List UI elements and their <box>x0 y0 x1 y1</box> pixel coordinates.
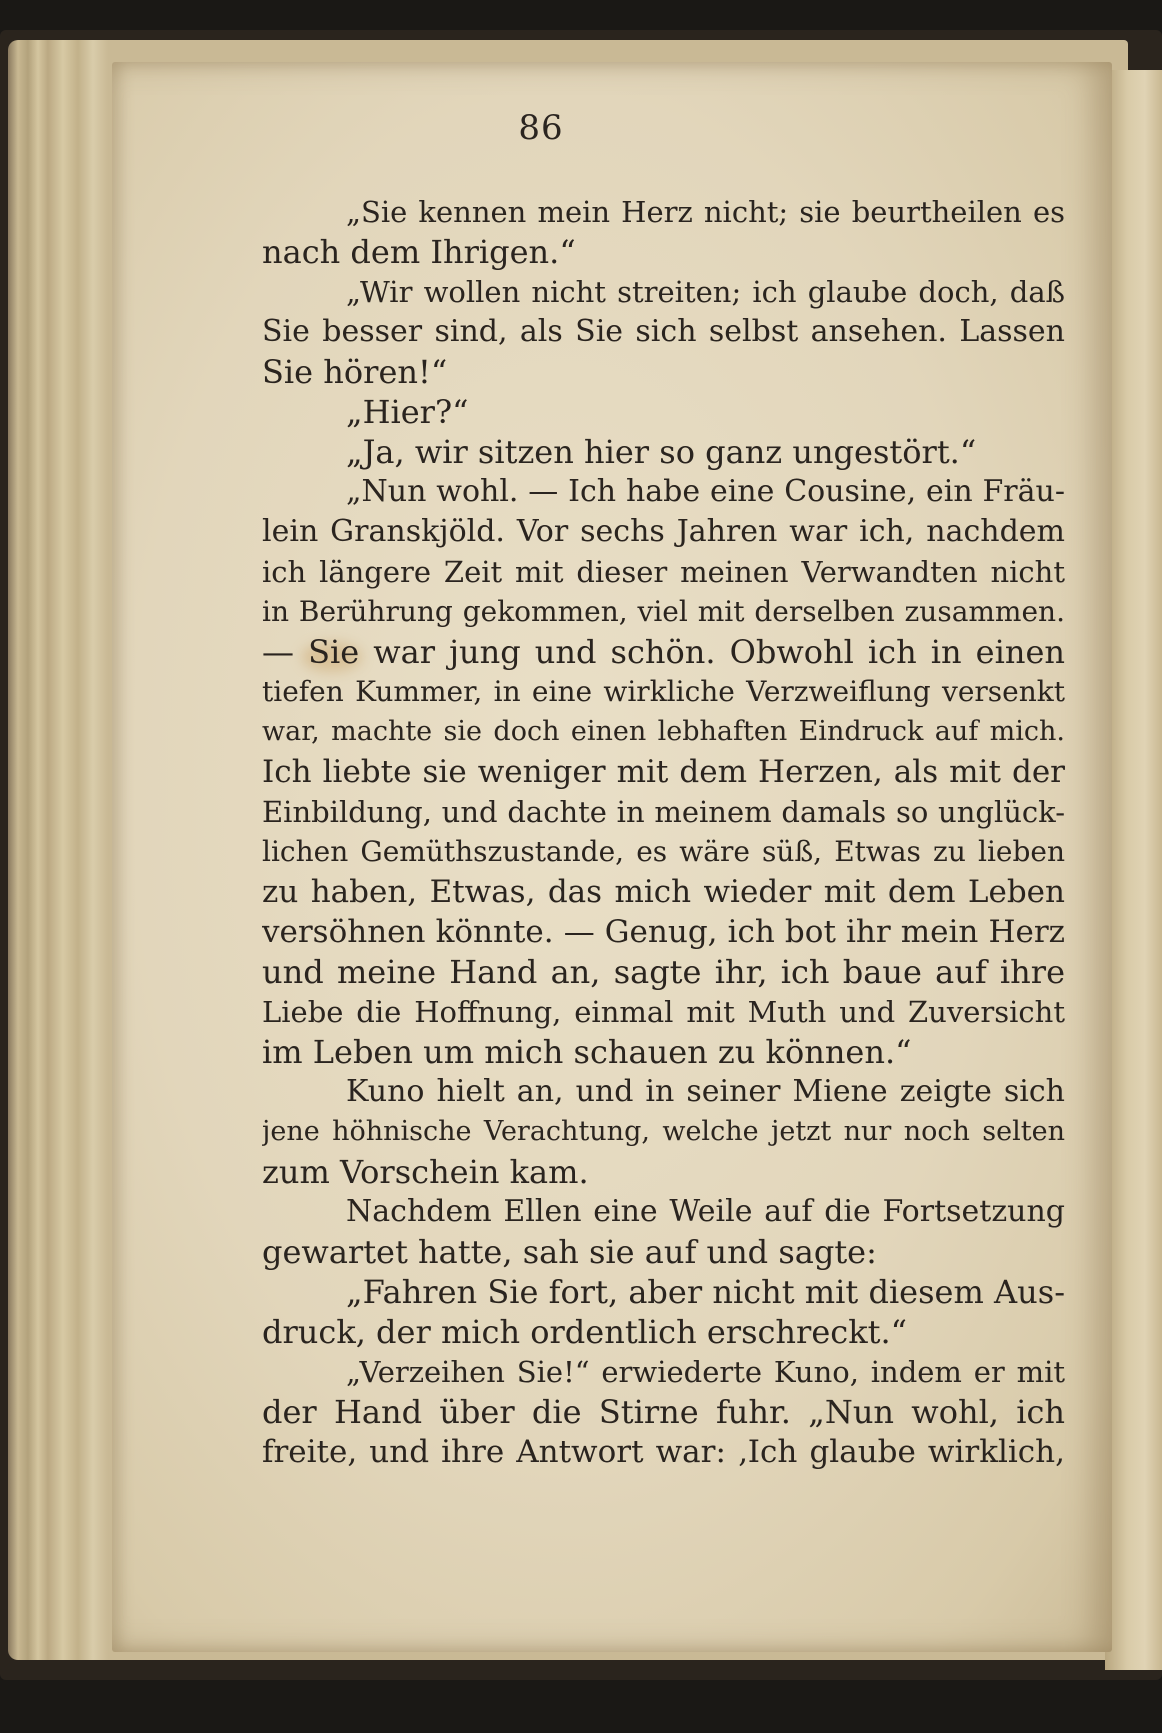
text-line: tiefen Kummer, in eine wirkliche Verzweiflung versenkt <box>262 675 1065 708</box>
text-line: gewartet hatte, sah sie auf und sagte: <box>262 1233 877 1271</box>
text-line: lein Granskjöld. Vor sechs Jahren war ich, nachdem <box>262 514 1065 549</box>
text-line: versöhnen könnte. — Genug, ich bot ihr mein Herz <box>262 914 1065 950</box>
facing-page-edge <box>1105 70 1162 1670</box>
text-line: war, machte sie doch einen lebhaften Eindruck auf mich. <box>262 716 1065 747</box>
text-line: nach dem Ihrigen.“ <box>262 233 576 271</box>
text-line: „Hier?“ <box>346 393 469 431</box>
text-line: zu haben, Etwas, das mich wieder mit dem Leben <box>262 874 1065 910</box>
text-line: jene höhnische Verachtung, welche jetzt nur noch selten <box>262 1116 1065 1147</box>
text-line: „Ja, wir sitzen hier so ganz ungestört.“ <box>346 433 977 471</box>
text-line: Sie hören!“ <box>262 353 448 391</box>
text-line: druck, der mich ordentlich erschreckt.“ <box>262 1313 907 1351</box>
text-line: „Sie kennen mein Herz nicht; sie beurtheilen es <box>346 195 1065 229</box>
text-line: Sie besser sind, als Sie sich selbst ansehen. Lassen <box>262 314 1065 349</box>
text-line: der Hand über die Stirne fuhr. „Nun wohl, ich <box>262 1393 1065 1431</box>
text-line: Kuno hielt an, und in seiner Miene zeigte sich <box>346 1074 1065 1109</box>
text-line: Ich liebte sie weniger mit dem Herzen, als mit der <box>262 754 1065 790</box>
text-line: lichen Gemüthszustande, es wäre süß, Etwas zu lieben <box>262 835 1065 868</box>
text-line: ich längere Zeit mit dieser meinen Verwandten nicht <box>262 555 1065 589</box>
text-line: Nachdem Ellen eine Weile auf die Fortsetzung <box>346 1194 1065 1229</box>
text-line: zum Vorschein kam. <box>262 1153 589 1191</box>
text-line: Einbildung, und dachte in meinem damals so unglück- <box>262 795 1065 829</box>
text-line: — Sie war jung und schön. Obwohl ich in einen <box>262 633 1065 671</box>
text-line: „Wir wollen nicht streiten; ich glaube doch, daß <box>346 275 1065 309</box>
text-line: im Leben um mich schauen zu können.“ <box>262 1033 912 1071</box>
text-line: „Nun wohl. — Ich habe eine Cousine, ein Fräu- <box>346 474 1065 509</box>
text-line: und meine Hand an, sagte ihr, ich baue auf ihre <box>262 953 1065 991</box>
text-line: freite, und ihre Antwort war: ‚Ich glaube wirklich, <box>262 1434 1065 1470</box>
text-line: Liebe die Hoffnung, einmal mit Muth und Zuversicht <box>262 995 1065 1029</box>
text-line: „Fahren Sie fort, aber nicht mit diesem Aus- <box>346 1273 1065 1311</box>
text-line: „Verzeihen Sie!“ erwiederte Kuno, indem er mit <box>346 1355 1065 1389</box>
text-line: in Berührung gekommen, viel mit derselben zusammen. <box>262 595 1065 628</box>
page-number: 86 <box>518 108 564 148</box>
body-text <box>262 192 1065 1472</box>
